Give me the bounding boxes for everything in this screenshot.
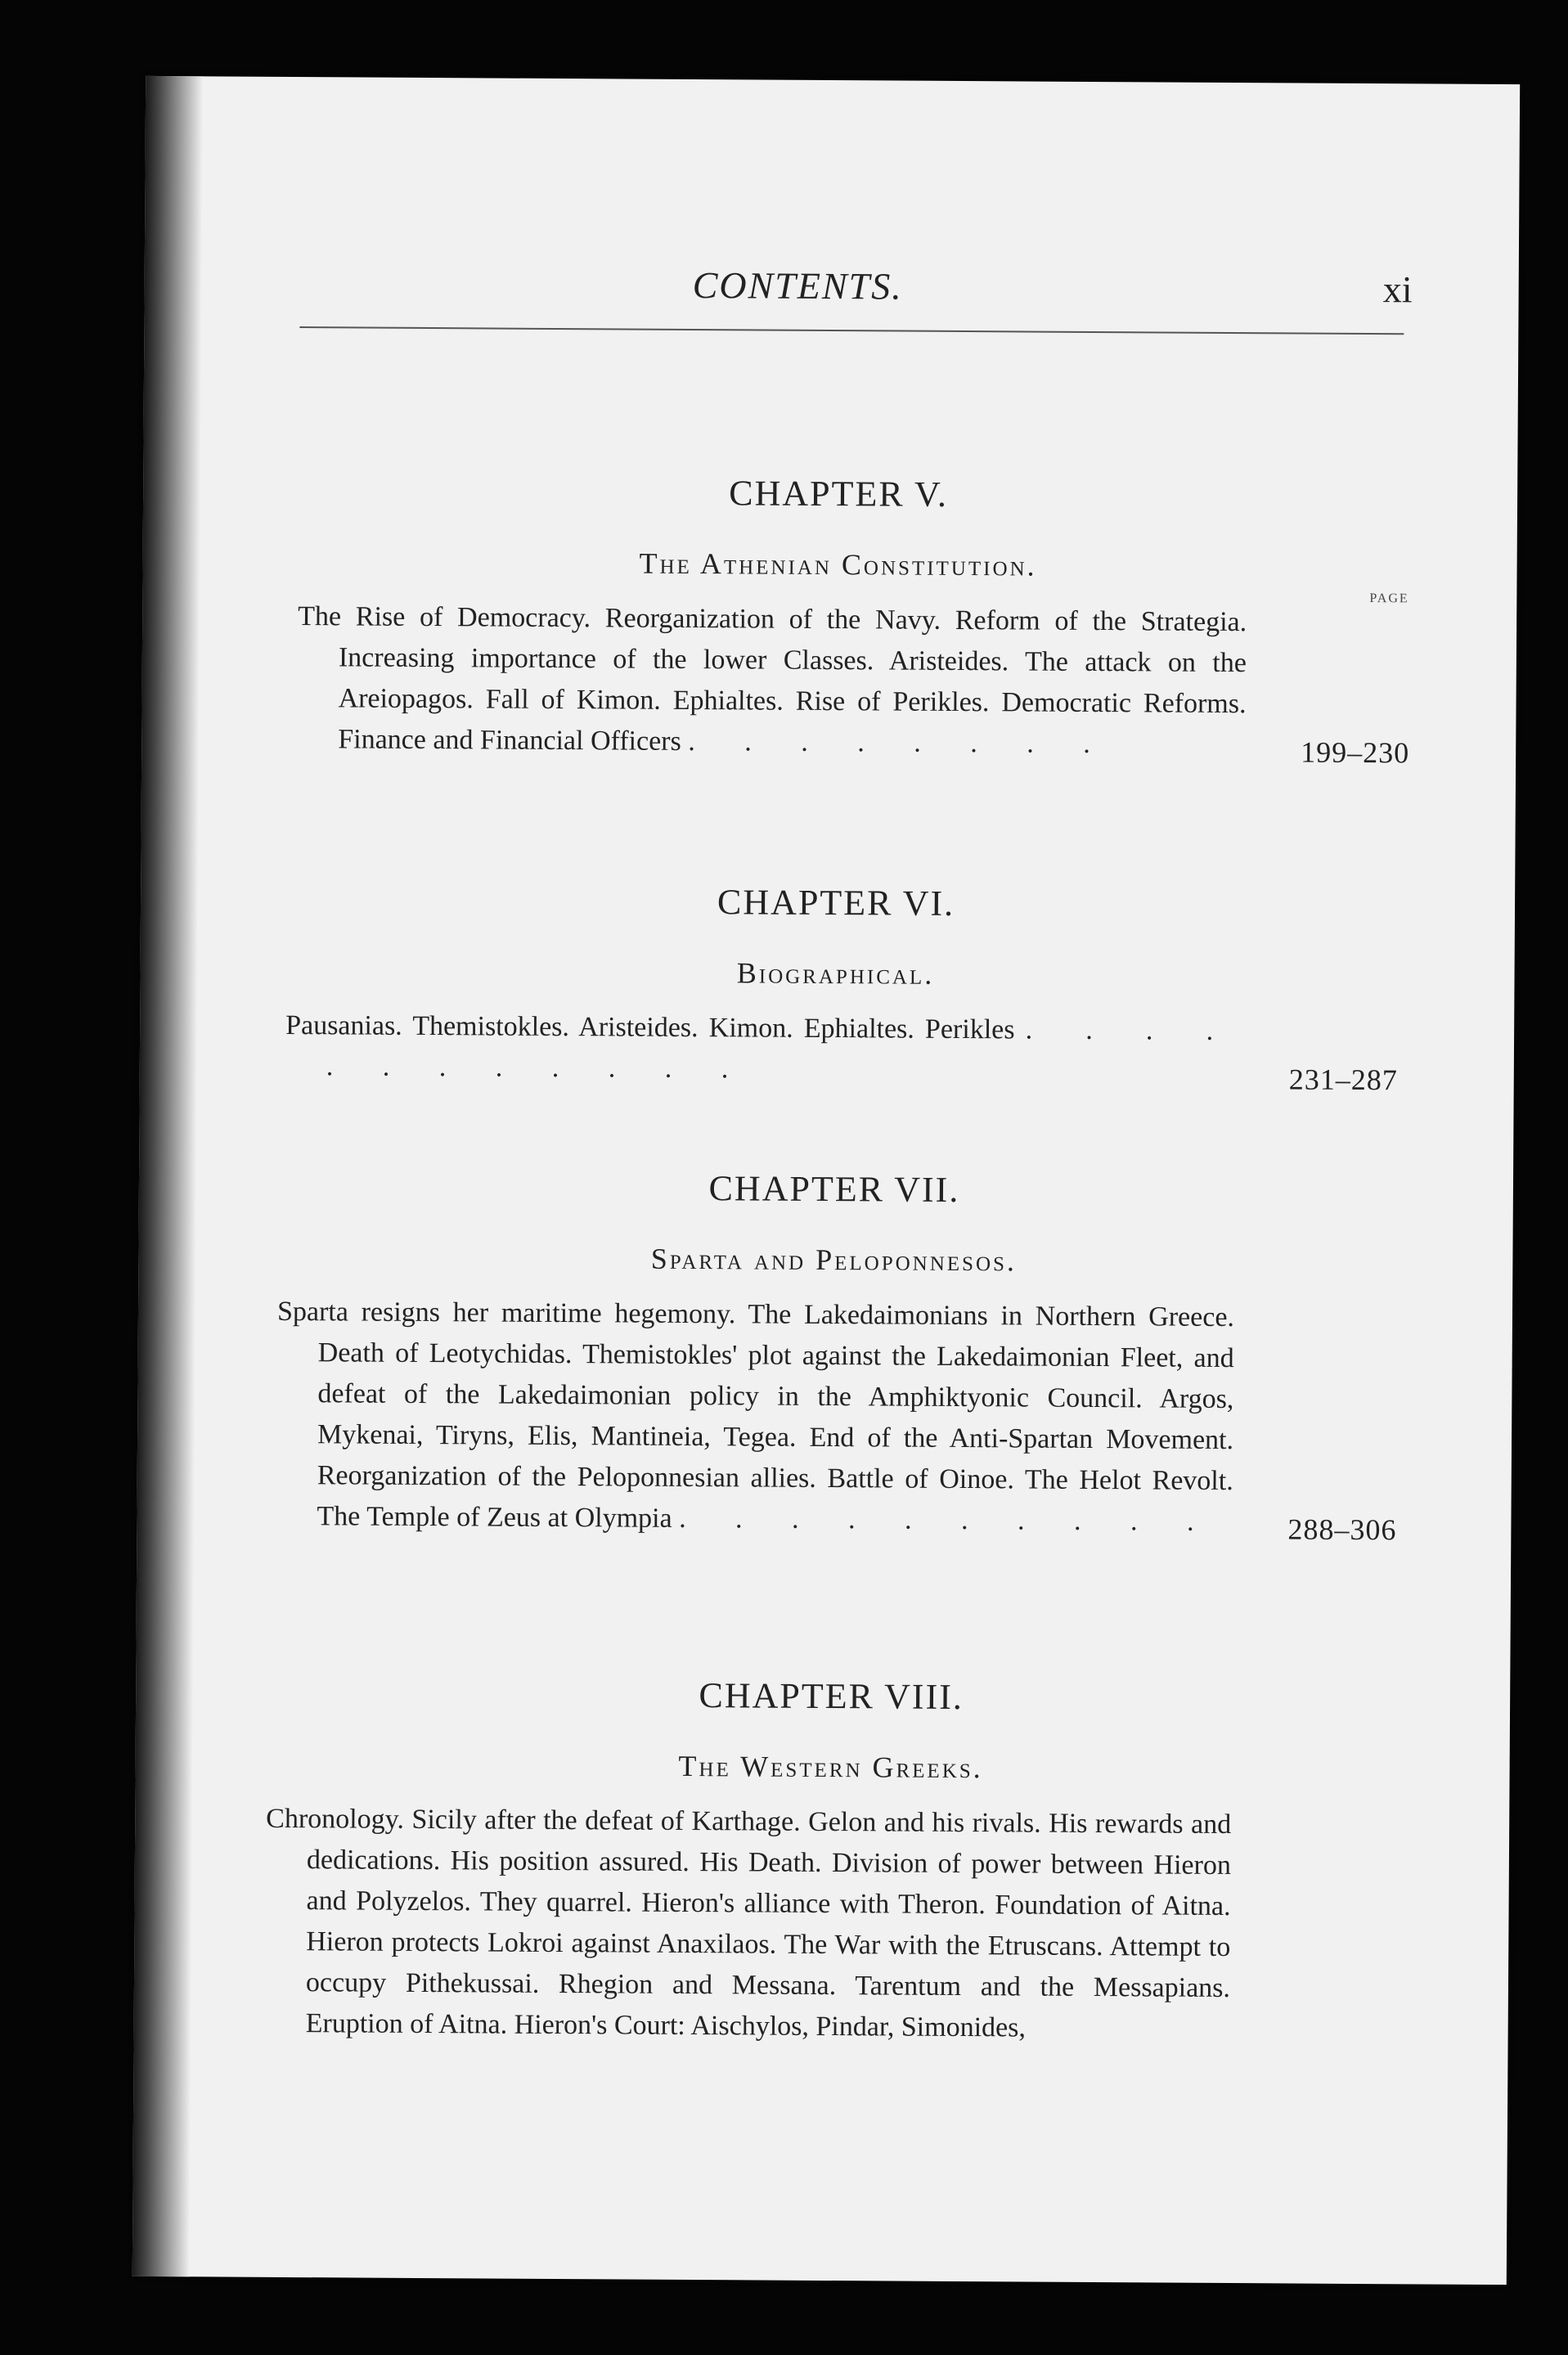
page-number: xi [1382, 268, 1413, 311]
page-content [255, 77, 1413, 2285]
chapter-v [264, 470, 1411, 770]
header-rule [299, 326, 1404, 335]
chapter-heading: CHAPTER VI. [717, 882, 955, 924]
chapter-subheading: Sparta and Peloponnesos. [650, 1242, 1018, 1278]
summary-text: Sparta resigns her maritime hegemony. The Lakedaimonians in Northern Greece. Death of Leotychidas. Themistokles' plot against the Lakedaimonian Fleet, and defeat of the Lakedaimonian policy in the Amphiktyonic Council. Argos, Mykenai, Tiryns, Elis, Mantineia, Tegea. End of the Anti-Spartan Movement. Reorganization of the Peloponnesian allies. Battle of Oinoe. The Helot Revolt. The Temple of Zeus at Olympia [276, 1296, 1235, 1534]
chapter-viii [257, 1672, 1404, 2052]
chapter-summary [265, 1799, 1232, 2050]
summary-text: Chronology. Sicily after the defeat of Karthage. Gelon and his rivals. His rewards and dedications. His position assured. His Death. Division of power between Hieron and Polyzelos. They quarrel. Hieron's alliance with Theron. Foundation of Aitna. Hieron protects Lokroi against Anaxilaos. The War with the Etruscans. Attempt to occupy Pithekussai. Rhegion and Messana. Tarentum and the Messapians. Eruption of Aitna. Hieron's Court: Aischylos, Pindar, Simonides, [266, 1803, 1232, 2043]
page-range: 231–287 [1288, 1063, 1398, 1097]
dot-leaders: . . . . . . . . . . [679, 1503, 1215, 1537]
chapter-heading: CHAPTER VIII. [699, 1675, 964, 1718]
summary-text: Pausanias. Themistokles. Aristeides. Kimon. Ephialtes. Perikles [285, 1009, 1015, 1045]
chapter-heading: CHAPTER VII. [708, 1168, 960, 1210]
chapter-summary [285, 1005, 1398, 1097]
chapter-summary [297, 591, 1410, 770]
chapter-vii [259, 1165, 1407, 1547]
page-range: 199–230 [1301, 735, 1410, 770]
page-range: 288–306 [1287, 1512, 1397, 1547]
book-page [133, 76, 1520, 2285]
running-head [267, 261, 1412, 326]
dot-leaders: . . . . . . . . [688, 726, 1112, 760]
chapter-subheading: Biographical. [736, 956, 935, 991]
chapter-heading: CHAPTER V. [729, 473, 949, 515]
binding-gutter [133, 76, 203, 2276]
chapter-subheading: The Athenian Constitution. [639, 546, 1037, 582]
dot-leaders: . . . . . . . . . . . . [326, 1014, 1235, 1085]
chapter-subheading: The Western Greeks. [678, 1749, 983, 1785]
chapter-vi [263, 879, 1409, 1097]
chapter-summary [276, 1292, 1397, 1547]
summary-text: The Rise of Democracy. Reorganization of the Navy. Reform of the Strategia. Increasing importance of the lower Classes. Aristeides. The attack on the Areiopagos. Fall of Kimon. Ephialtes. Rise of Perikles. Democratic Reforms. Finance and Financial Officers [298, 601, 1247, 757]
running-head-title: CONTENTS. [692, 263, 903, 308]
